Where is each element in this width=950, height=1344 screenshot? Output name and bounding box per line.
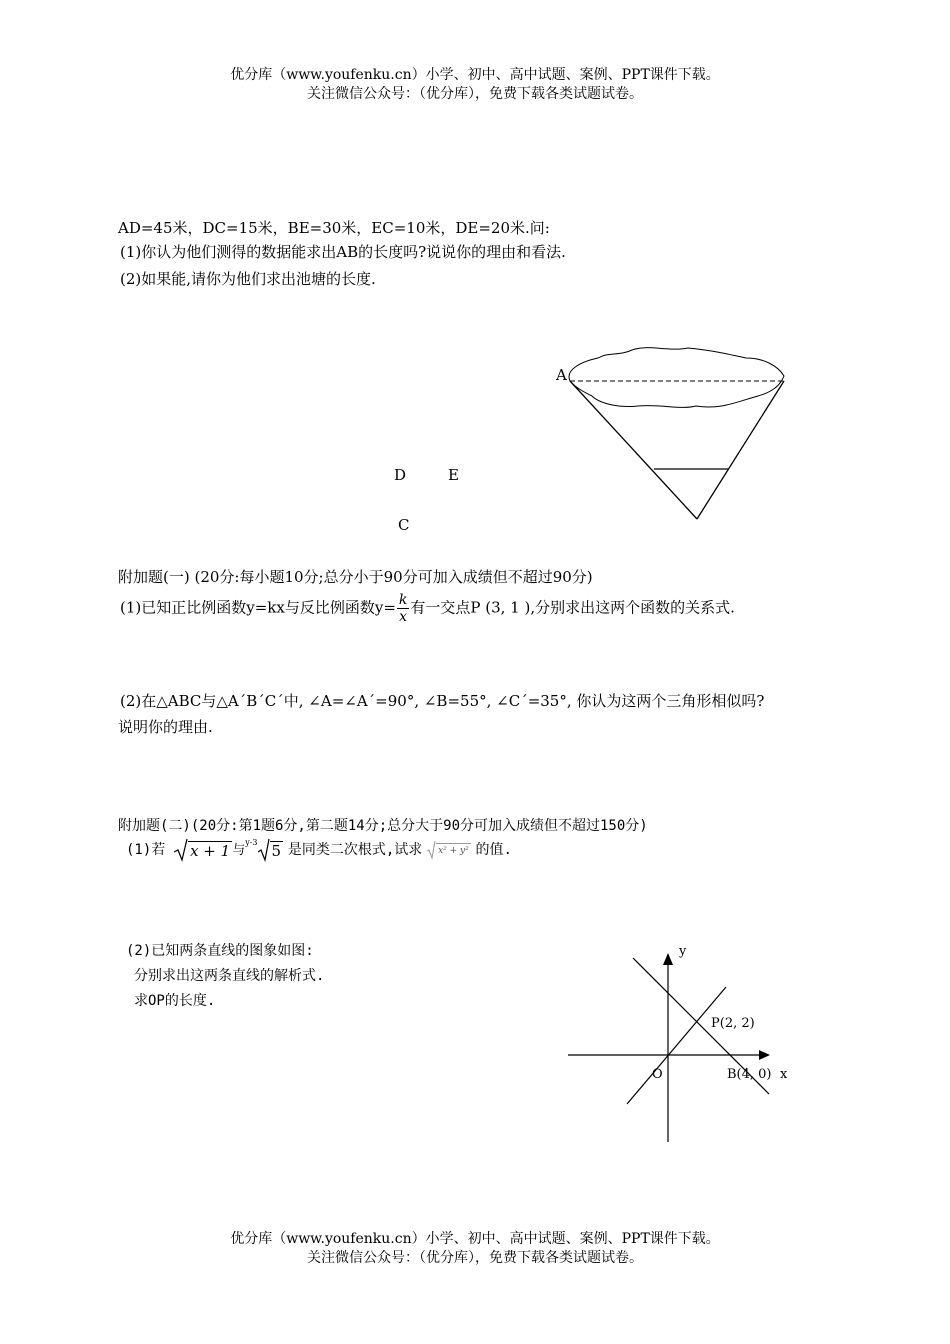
point-p-label: P(2, 2) (711, 1016, 755, 1031)
radical-sign-icon (258, 838, 270, 862)
bonus2-q1-suffix: 是同类二次根式,试求 (287, 842, 423, 858)
label-a: A (556, 366, 567, 384)
line-op (627, 987, 726, 1104)
pond-question-2: (2)如果能,请你为他们求出池塘的长度. (120, 270, 376, 288)
bonus1-question-1 (120, 592, 735, 625)
bonus2-question-1 (126, 838, 512, 872)
pond-question-1: (1)你认为他们测得的数据能求出AB的长度吗?说说你的理由和看法. (120, 243, 566, 261)
label-e: E (448, 466, 459, 484)
sqrt-x-plus-1 (174, 838, 232, 862)
coordinate-graph (560, 935, 800, 1150)
y-axis-label: y (679, 944, 687, 959)
fraction-k-over-x (397, 592, 409, 625)
radical-sign-icon (427, 840, 436, 860)
bonus1-question-2-line-2: 说明你的理由. (118, 718, 213, 736)
origin-label: O (652, 1067, 663, 1082)
header-line-1: 优分库（www.youfenku.cn）小学、初中、高中试题、案例、PPT课件下载。 (230, 67, 720, 83)
bonus2-title: 附加题(二)(20分:第1题6分,第二题14分;总分大于90分可加入成绩但不超过150分) (118, 818, 648, 834)
fraction-denominator: x (399, 609, 408, 625)
sqrt-x2-plus-y2 (427, 840, 471, 860)
sqrt-radicand-1: x + 1 (190, 841, 231, 860)
sqrt-radicand-2: 5 (271, 841, 282, 860)
point-b-label: B(4, 0) (727, 1067, 772, 1082)
x-axis-label: x (780, 1067, 788, 1082)
x-axis-arrow-icon (759, 1050, 770, 1060)
bonus1-title: 附加题(一) (20分:每小题10分;总分小于90分可加入成绩但不超过90分) (118, 568, 593, 586)
bonus2-question-2-line-1: (2)已知两条直线的图象如图: (126, 943, 314, 959)
radical-sign-icon (174, 838, 188, 862)
pond-given-data: AD=45米，DC=15米，BE=30米，EC=10米，DE=20米.问: (118, 219, 550, 237)
bonus1-q1-prefix: (1)已知正比例函数y=kx与反比例函数y= (120, 598, 396, 617)
y-axis-arrow-icon (663, 953, 673, 965)
pond-figure (540, 330, 800, 530)
bonus1-q1-suffix: 有一交点P (3, 1 ),分别求出这两个函数的关系式. (410, 598, 735, 617)
bonus2-q1-mid: 与 (232, 843, 246, 858)
root-index: y-3 (245, 838, 258, 847)
bonus2-q1-end: 的值. (475, 842, 512, 858)
pond-outline (569, 348, 784, 408)
label-d: D (394, 466, 407, 484)
header-line-2: 关注微信公众号：（优分库），免费下载各类试题试卷。 (307, 86, 643, 102)
bonus2-q1-prefix: (1)若 (126, 842, 166, 858)
bonus2-question-2-line-2: 分别求出这两条直线的解析式. (134, 968, 325, 984)
line-ac (570, 381, 697, 519)
bonus2-question-2-line-3: 求OP的长度. (134, 993, 216, 1009)
bonus1-question-2-line-1: (2)在△ABC与△A´B´C´中, ∠A=∠A´=90°, ∠B=55°, ∠C´=35°, 你认为这两个三角形相似吗? (120, 692, 765, 710)
fraction-numerator: k (398, 592, 408, 608)
footer-line-2: 关注微信公众号：（优分库），免费下载各类试题试卷。 (307, 1250, 643, 1266)
sqrt-radicand-3: x² + y² (436, 843, 471, 858)
sqrt-5 (258, 838, 284, 862)
label-c: C (398, 516, 410, 534)
footer-line-1: 优分库（www.youfenku.cn）小学、初中、高中试题、案例、PPT课件下载。 (230, 1231, 720, 1247)
